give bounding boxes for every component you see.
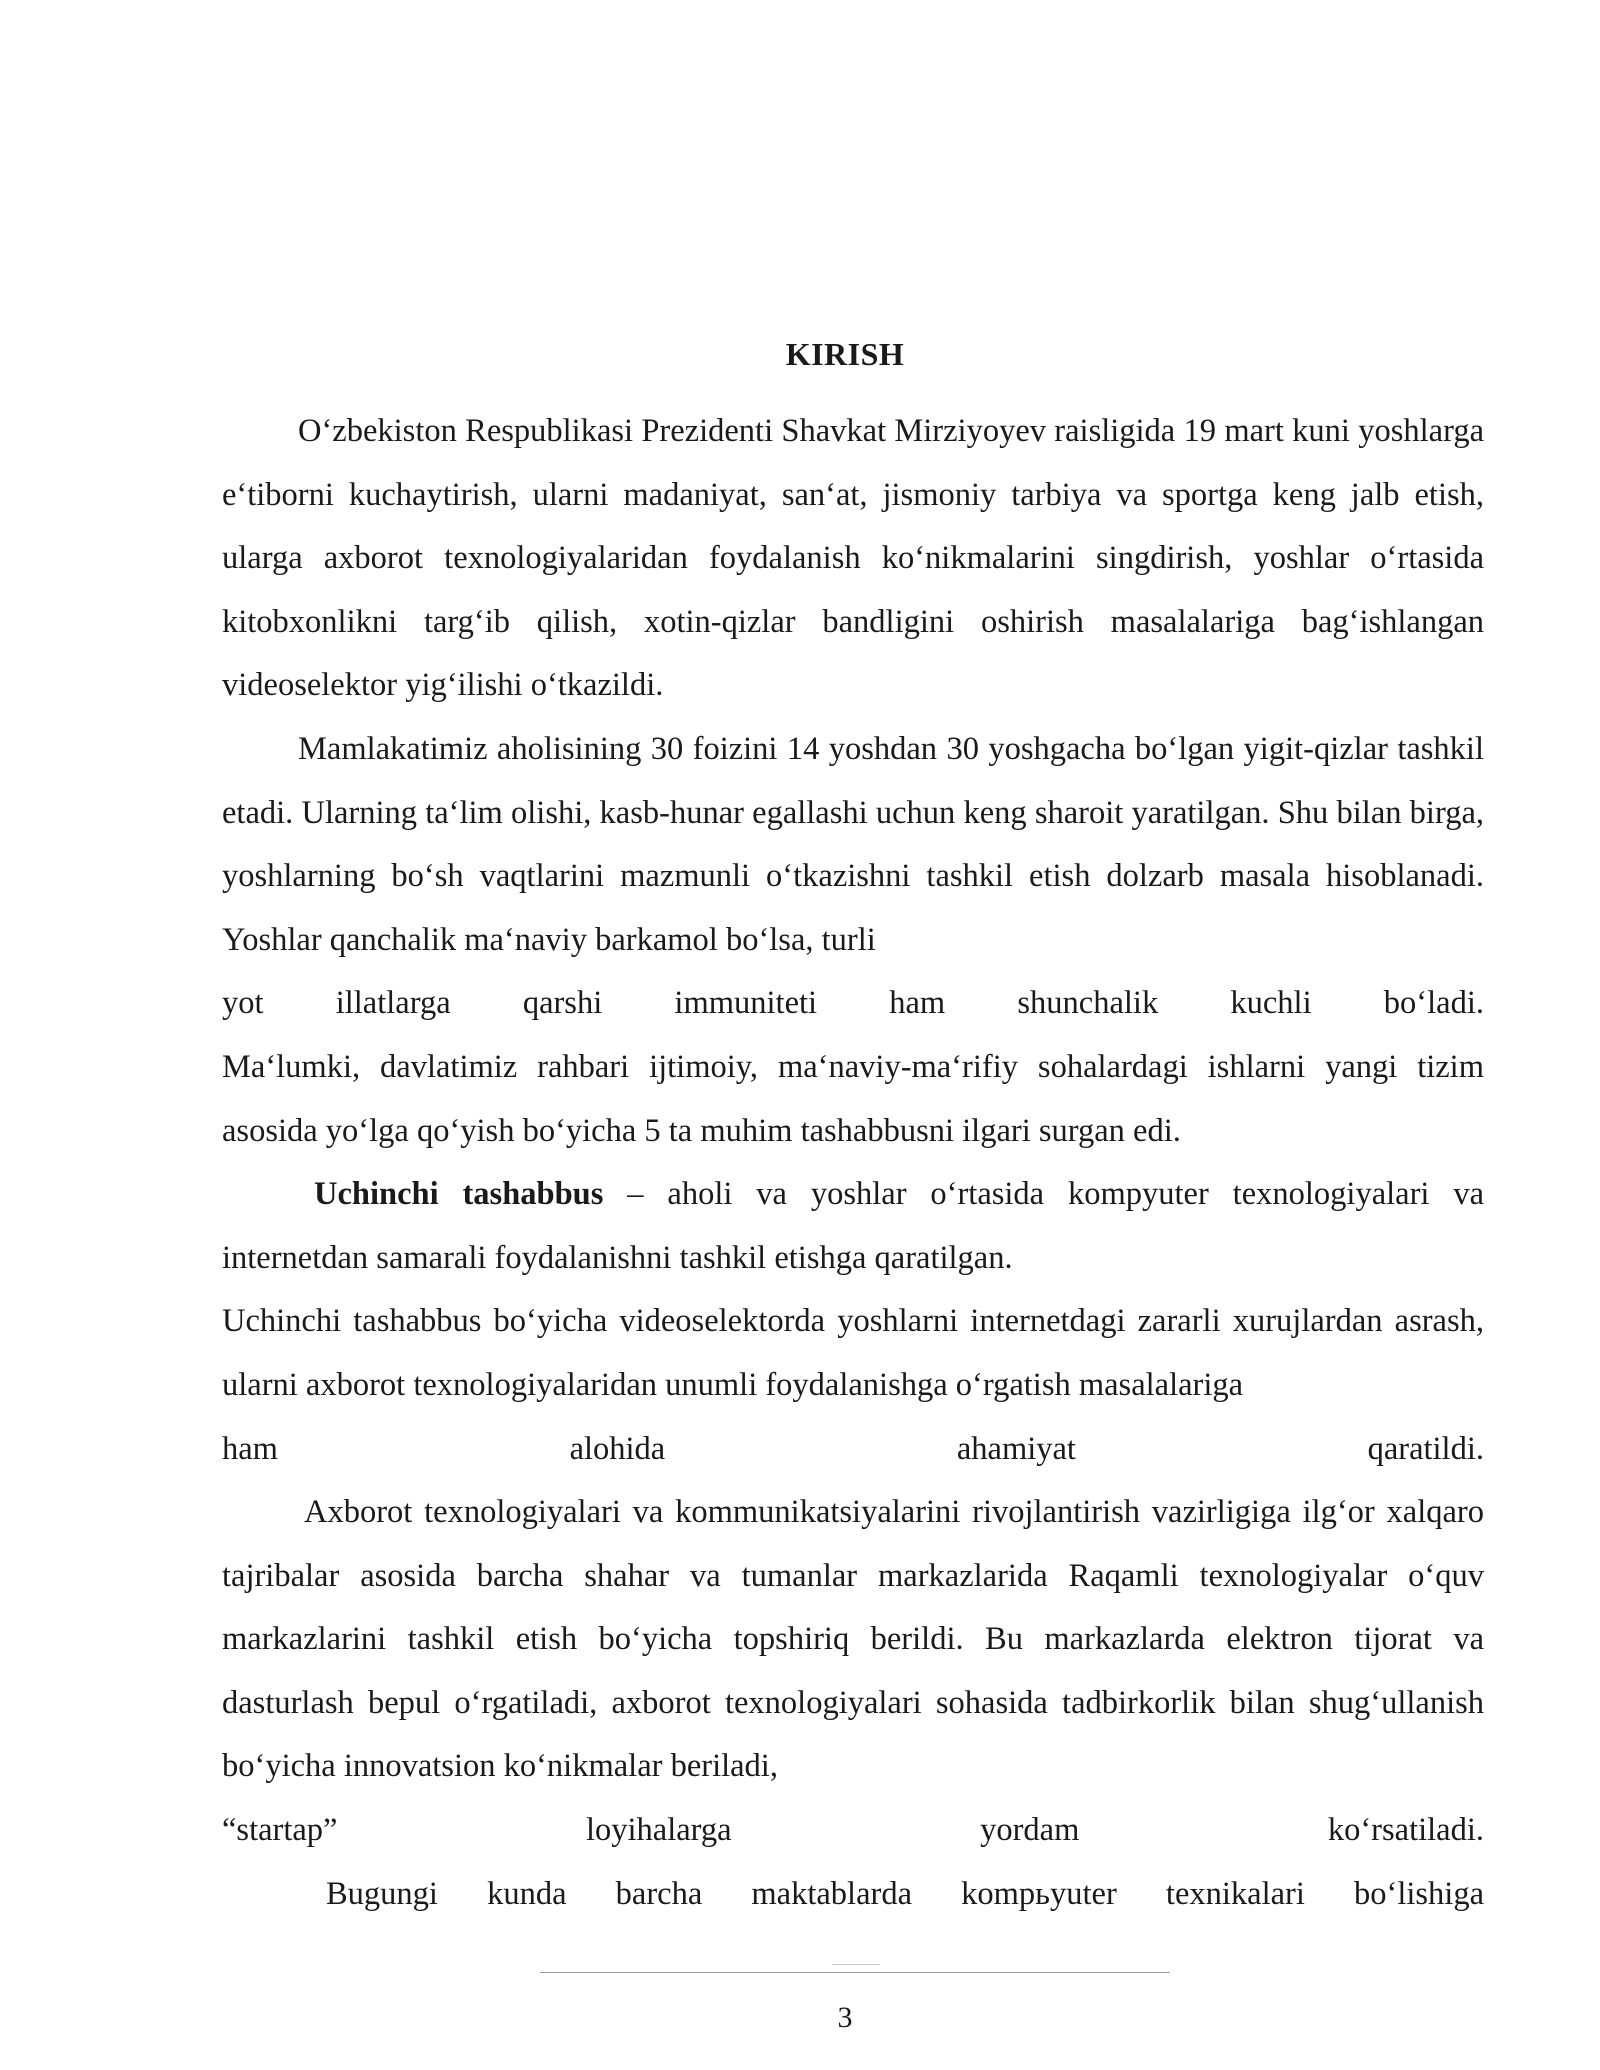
paragraph-startup-line: “startap” loyihalarga yordam ko‘rsatiladi. [222, 1812, 1484, 1849]
paragraph-ministry: Axborot texnologiyalari va kommunikatsiyalarini rivojlantirish vazirligiga ilg‘or xalqaro tajribalar asosida barcha shahar va tumanlar markazlarida Raqamli texnologiyalar o‘quv markazlarini tashkil etish bo‘yicha topshiriq berildi. Bu markazlarda elektron tijorat va dasturlash bepul o‘rgatiladi, axborot texnologiyalari sohasida tadbirkorlik bilan shug‘ullanish bo‘yicha innovatsion ko‘nikmalar beriladi, [222, 1494, 1484, 1785]
paragraph-intro: O‘zbekiston Respublikasi Prezidenti Shavkat Mirziyoyev raisligida 19 mart kuni yoshlarga e‘tiborni kuchaytirish, ularni madaniyat, san‘at, jismoniy tarbiya va sportga keng jalb etish, ularga axborot texnologiyalaridan foydalanish ko‘nikmalarini singdirish, yoshlar o‘rtasida kitobxonlikni targ‘ib qilish, xotin-qizlar bandligini oshirish masalalariga bag‘ishlangan videoselektor yig‘ilishi o‘tkazildi. [222, 413, 1484, 704]
paragraph-videoselector: Uchinchi tashabbus bo‘yicha videoselektorda yoshlarni internetdagi zararli xurujlardan asrash, ularni axborot texnologiyalaridan unumli foydalanishga o‘rgatish masalalariga [222, 1303, 1484, 1403]
body-text [222, 400, 1484, 1926]
page-number: 3 [837, 2001, 853, 2034]
third-initiative-label: Uchinchi tashabbus [314, 1176, 604, 1213]
paragraph-videoselector-line: ham alohida ahamiyat qaratildi. [222, 1430, 1484, 1467]
third-initiative-text: – aholi va yoshlar o‘rtasida kompyuter texnologiyalari va internetdan samarali foydalanishni tashkil etishga qaratilgan. [222, 1176, 1484, 1276]
footer-divider-mark [832, 1964, 880, 1965]
paragraph-initiatives: Ma‘lumki, davlatimiz rahbari ijtimoiy, ma‘naviy-ma‘rifiy sohalardagi ishlarni yangi tizim asosida yo‘lga qo‘yish bo‘yicha 5 ta muhim tashabbusni ilgari surgan edi. [222, 1048, 1484, 1149]
paragraph-third-initiative [222, 1163, 1484, 1290]
paragraph-youth-stats: Mamlakatimiz aholisining 30 foizini 14 yoshdan 30 yoshgacha bo‘lgan yigit-qizlar tashkil etadi. Ularning ta‘lim olishi, kasb-hunar egallashi uchun keng sharoit yaratilgan. Shu bilan birga, yoshlarning bo‘sh vaqtlarini mazmunli o‘tkazishni tashkil etish dolzarb masala hisoblanadi. Yoshlar qanchalik ma‘naviy barkamol bo‘lsa, turli [222, 730, 1484, 958]
paragraph-schools: Bugungi kunda barcha maktablarda kompьyuter texnikalari bo‘lishiga [326, 1875, 1484, 1912]
paragraph-youth-stats-line: yot illatlarga qarshi immuniteti ham shunchalik kuchli bo‘ladi. [222, 985, 1484, 1022]
footer-divider [540, 1972, 1170, 1973]
section-heading: KIRISH [785, 336, 905, 372]
